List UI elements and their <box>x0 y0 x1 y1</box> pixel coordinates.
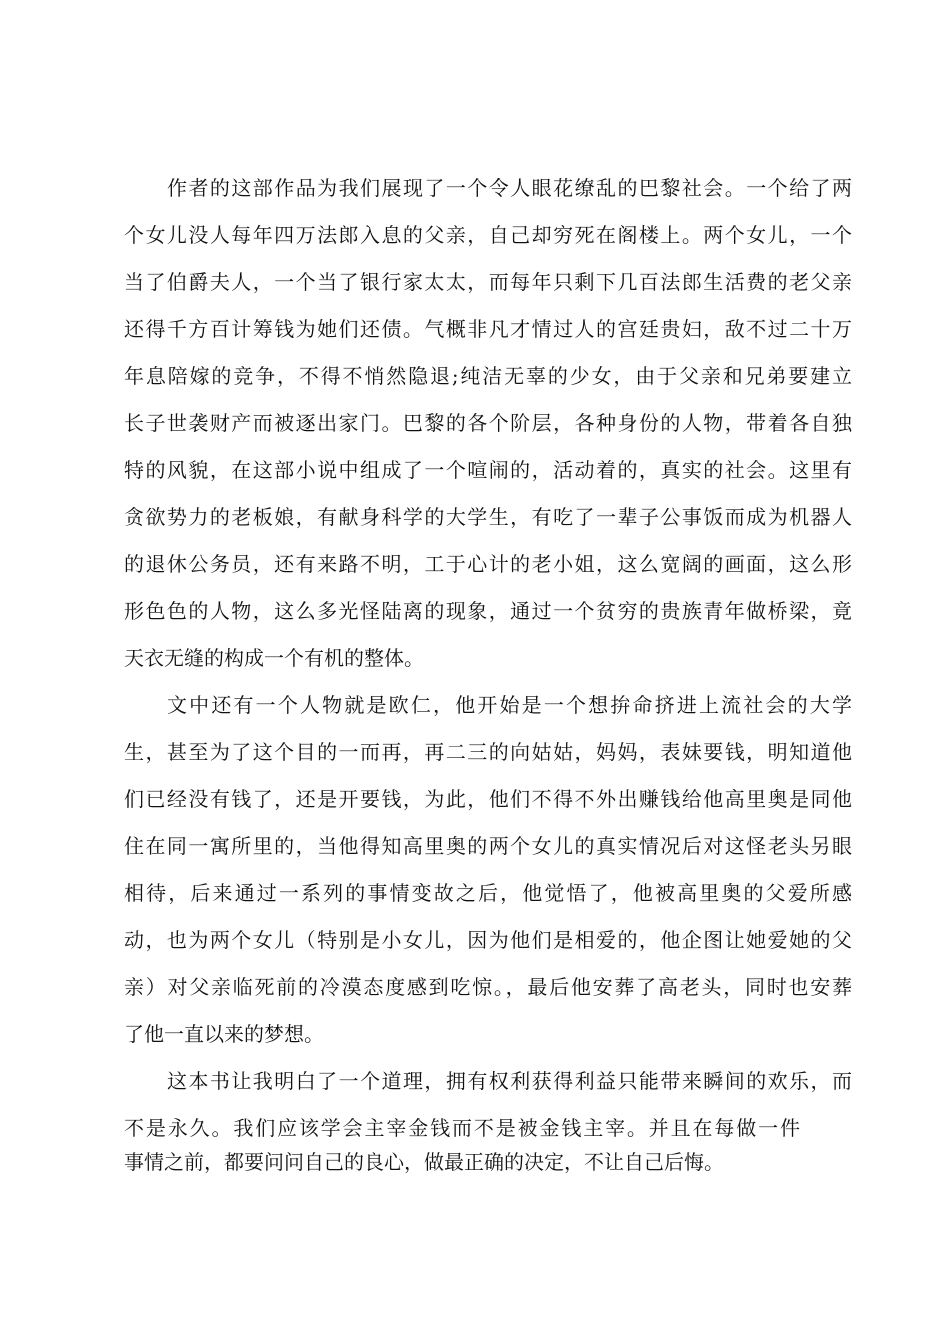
text-line: 亲）对父亲临死前的冷漠态度感到吃惊。，最后他安葬了高老头，同时也安葬 <box>124 975 852 999</box>
text-line: 当了伯爵夫人，一个当了银行家太太，而每年只剩下几百法郎生活费的老父亲 <box>124 270 852 294</box>
text-line: 形色色的人物，这么多光怪陆离的现象，通过一个贫穷的贵族青年做桥梁，竟 <box>124 599 852 623</box>
text-line: 生，甚至为了这个目的一而再，再二三的向姑姑，妈妈，表妹要钱，明知道他 <box>124 740 852 764</box>
text-line: 的退休公务员，还有来路不明，工于心计的老小姐，这么宽阔的画面，这么形 <box>124 552 852 576</box>
text-line: 了他一直以来的梦想。 <box>124 1022 324 1046</box>
text-line: 不是永久。我们应该学会主宰金钱而不是被金钱主宰。并且在每做一件 <box>124 1116 800 1140</box>
text-line: 还得千方百计筹钱为她们还债。气概非凡才情过人的宫廷贵妇，敌不过二十万 <box>124 317 852 341</box>
text-line: 贪欲势力的老板娘，有献身科学的大学生，有吃了一辈子公事饭而成为机器人 <box>124 505 852 529</box>
text-line: 住在同一寓所里的，当他得知高里奥的两个女儿的真实情况后对这怪老头另眼 <box>124 834 852 858</box>
text-line: 们已经没有钱了，还是开要钱，为此，他们不得不外出赚钱给他高里奥是同他 <box>124 787 852 811</box>
text-line: 个女儿没人每年四万法郎入息的父亲，自己却穷死在阁楼上。两个女儿，一个 <box>124 223 852 247</box>
text-line: 文中还有一个人物就是欧仁，他开始是一个想拚命挤进上流社会的大学 <box>167 693 852 717</box>
text-line: 年息陪嫁的竞争，不得不悄然隐退;纯洁无辜的少女，由于父亲和兄弟要建立 <box>124 364 852 388</box>
text-line: 动，也为两个女儿（特别是小女儿，因为他们是相爱的，他企图让她爱她的父 <box>124 928 852 952</box>
text-line: 作者的这部作品为我们展现了一个令人眼花缭乱的巴黎社会。一个给了两 <box>167 176 852 200</box>
text-line: 长子世袭财产而被逐出家门。巴黎的各个阶层，各种身份的人物，带着各自独 <box>124 411 852 435</box>
text-line: 这本书让我明白了一个道理，拥有权利获得利益只能带来瞬间的欢乐，而 <box>167 1069 852 1093</box>
text-line: 天衣无缝的构成一个有机的整体。 <box>124 646 424 670</box>
text-line: 特的风貌，在这部小说中组成了一个喧闹的，活动着的，真实的社会。这里有 <box>124 458 852 482</box>
text-line: 事情之前，都要问问自己的良心，做最正确的决定，不让自己后悔。 <box>124 1150 724 1174</box>
text-line: 相待，后来通过一系列的事情变故之后，他觉悟了，他被高里奥的父爱所感 <box>124 881 852 905</box>
